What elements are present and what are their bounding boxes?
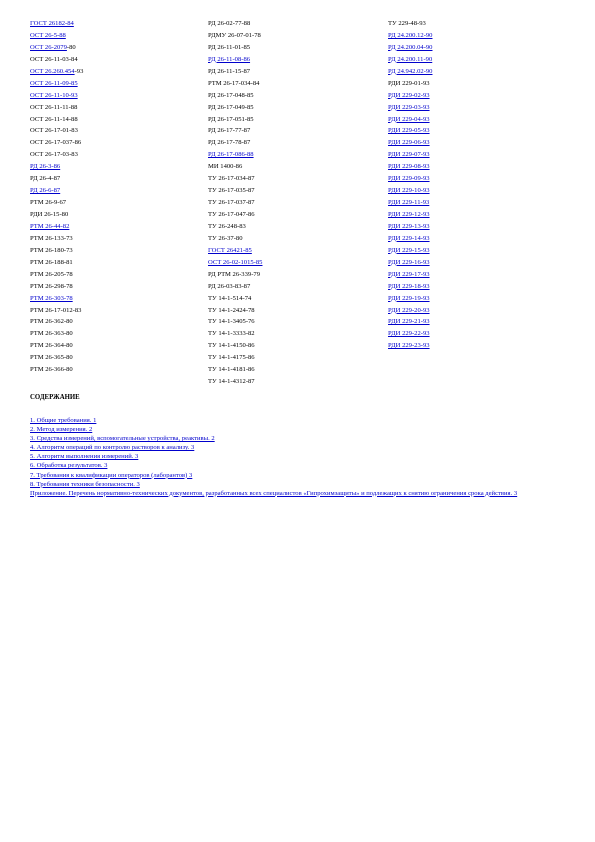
- doc-entry[interactable]: [388, 30, 558, 42]
- doc-text: РТМ 26-188-81: [30, 258, 73, 266]
- doc-entry: [208, 233, 383, 245]
- doc-text: МИ 1400-86: [208, 163, 243, 171]
- doc-entry[interactable]: [208, 257, 383, 269]
- doc-link[interactable]: РДИ 229-17-93: [388, 270, 430, 278]
- doc-entry[interactable]: [388, 316, 558, 328]
- toc-item[interactable]: [30, 480, 565, 489]
- doc-entry: [388, 18, 558, 30]
- doc-text: РТМ 26-205-78: [30, 270, 73, 278]
- doc-entry: [208, 18, 383, 30]
- doc-link[interactable]: РДИ 229-18-93: [388, 282, 430, 290]
- doc-entry: [30, 197, 200, 209]
- doc-link[interactable]: РДИ 229-12-93: [388, 211, 430, 218]
- doc-entry[interactable]: [208, 54, 383, 66]
- doc-entry[interactable]: [388, 42, 558, 54]
- doc-entry[interactable]: [388, 221, 558, 233]
- doc-link[interactable]: ОСТ 26-2079: [30, 43, 67, 51]
- doc-text: ОСТ 26-17-037-86: [30, 139, 82, 147]
- doc-entry: [208, 42, 383, 54]
- doc-link[interactable]: РД 26-6-87: [30, 187, 61, 195]
- table-of-contents: [30, 416, 565, 498]
- doc-entry: [30, 209, 200, 221]
- doc-text: РДМУ 26-07-01-78: [208, 31, 261, 39]
- doc-text: РД 26-17-78-87: [208, 139, 251, 147]
- doc-link[interactable]: РД 24.200.04-90: [388, 43, 433, 51]
- doc-text: ТУ 14-1-3405-76: [208, 318, 255, 326]
- doc-entry[interactable]: [388, 340, 558, 352]
- doc-entry: [208, 305, 383, 317]
- toc-item[interactable]: [30, 452, 565, 461]
- toc-item[interactable]: [30, 471, 565, 480]
- doc-link[interactable]: ОСТ 26.260.454: [30, 67, 75, 75]
- doc-entry[interactable]: [30, 90, 200, 102]
- doc-text: РТМ 26-298-78: [30, 282, 73, 290]
- toc-item[interactable]: [30, 461, 565, 470]
- toc-item[interactable]: [30, 416, 565, 425]
- toc-link[interactable]: 1. Общие требования. 1: [30, 417, 97, 424]
- doc-entry[interactable]: [388, 161, 558, 173]
- doc-text: ТУ 14-1-3333-82: [208, 330, 255, 338]
- doc-link[interactable]: РДИ 229-10-93: [388, 187, 430, 195]
- doc-text: ТУ 14-1-514-74: [208, 294, 252, 302]
- doc-entry: [208, 102, 383, 114]
- doc-link[interactable]: РД 26-11-08-86: [208, 55, 251, 63]
- doc-entry: [208, 352, 383, 364]
- doc-text: ТУ 14-1-4312-87: [208, 378, 255, 386]
- doc-entry: [30, 149, 200, 161]
- doc-entry: [30, 257, 200, 269]
- doc-text: РТМ 26-133-73: [30, 234, 73, 242]
- doc-entry: [30, 281, 200, 293]
- doc-text: РД 26-4-87: [30, 175, 61, 183]
- doc-list-column-2: [208, 18, 383, 388]
- doc-entry: [30, 233, 200, 245]
- doc-entry: [208, 125, 383, 137]
- doc-entry: [208, 90, 383, 102]
- toc-item[interactable]: [30, 489, 565, 498]
- toc-link[interactable]: 4. Алгоритм операций по контролю растворов к анализу. 3: [30, 444, 195, 452]
- doc-entry[interactable]: [208, 245, 383, 257]
- doc-entry[interactable]: [208, 149, 383, 161]
- doc-link[interactable]: РДИ 229-08-93: [388, 163, 430, 171]
- doc-entry[interactable]: [388, 54, 558, 66]
- doc-entry: [388, 78, 558, 90]
- doc-link[interactable]: ГОСТ 26421-85: [208, 246, 252, 254]
- toc-link[interactable]: 6. Обработка результатов. 3: [30, 462, 108, 470]
- doc-text: ОСТ 26-17-01-83: [30, 127, 78, 135]
- doc-list-column-3: [388, 18, 558, 352]
- doc-link[interactable]: РДИ 229-21-93: [388, 318, 430, 326]
- doc-link[interactable]: РДИ 229-04-93: [388, 115, 430, 123]
- doc-link[interactable]: РД 26-3-86: [30, 163, 61, 171]
- doc-text: РД 26-11-01-85: [208, 43, 251, 51]
- doc-entry: [30, 114, 200, 126]
- toc-heading: СОДЕРЖАНИЕ: [30, 394, 80, 401]
- doc-entry: [30, 352, 200, 364]
- doc-text: ТУ 14-1-4150-86: [208, 342, 255, 350]
- doc-text: РД 26-17-77-87: [208, 127, 251, 135]
- doc-entry: [30, 305, 200, 317]
- doc-text: РД РТМ 26-339-79: [208, 270, 260, 278]
- doc-entry[interactable]: [388, 328, 558, 340]
- doc-entry: [208, 293, 383, 305]
- doc-link[interactable]: РДИ 229-03-93: [388, 103, 430, 111]
- doc-entry[interactable]: [30, 66, 200, 78]
- toc-link[interactable]: 8. Требования техники безопасности. 3: [30, 480, 140, 488]
- doc-entry[interactable]: [388, 125, 558, 137]
- doc-text: ТУ 14-1-4181-86: [208, 366, 255, 374]
- toc-link[interactable]: Приложение. Перечень нормативно-технических документов, разработанных всех специалистов «Гипрохимзащиты» и подлежащих к снятию ограничения срока действия. 3: [30, 489, 518, 497]
- doc-entry[interactable]: [388, 209, 558, 221]
- doc-entry: [208, 78, 383, 90]
- doc-text: ТУ 14-1-4175-86: [208, 354, 255, 362]
- doc-link[interactable]: РДИ 229-22-93: [388, 330, 430, 338]
- toc-item[interactable]: [30, 443, 565, 452]
- doc-text: РД 26-03-83-87: [208, 282, 251, 290]
- doc-entry[interactable]: [388, 173, 558, 185]
- doc-entry: [30, 54, 200, 66]
- doc-suffix: -80: [66, 43, 76, 51]
- doc-text: РТМ 26-9-67: [30, 199, 67, 207]
- doc-entry: [208, 197, 383, 209]
- doc-entry: [30, 102, 200, 114]
- doc-entry[interactable]: [30, 161, 200, 173]
- doc-link[interactable]: РД 24.200.12-90: [388, 31, 433, 39]
- doc-link[interactable]: ГОСТ 26182-84: [30, 20, 74, 27]
- doc-link[interactable]: РД 24.942.02-90: [388, 67, 433, 75]
- doc-link[interactable]: ОСТ 26-11-10-93: [30, 91, 78, 99]
- doc-text: ТУ 26-37-80: [208, 234, 243, 242]
- doc-text: РД 26-17-048-85: [208, 91, 254, 99]
- doc-entry: [30, 137, 200, 149]
- doc-entry[interactable]: [30, 30, 200, 42]
- doc-entry: [208, 66, 383, 78]
- doc-entry[interactable]: [388, 305, 558, 317]
- toc-link[interactable]: 2. Метод измерения. 2: [30, 426, 93, 434]
- doc-entry: [30, 340, 200, 352]
- doc-entry: [208, 376, 383, 388]
- toc-item[interactable]: [30, 434, 565, 443]
- doc-text: РТМ 26-363-80: [30, 330, 73, 338]
- doc-link[interactable]: ОСТ 26-5-88: [30, 31, 66, 39]
- doc-link[interactable]: РД 24.200.11-90: [388, 55, 433, 63]
- doc-link[interactable]: ОСТ 26-02-1015-85: [208, 258, 263, 266]
- doc-text: ТУ 26-17-034-87: [208, 175, 255, 183]
- doc-entry[interactable]: [388, 293, 558, 305]
- doc-entry[interactable]: [388, 233, 558, 245]
- doc-entry[interactable]: [388, 114, 558, 126]
- doc-entry[interactable]: [30, 185, 200, 197]
- doc-text: РТМ 26-17-034-84: [208, 79, 260, 87]
- doc-link[interactable]: РДИ 229-16-93: [388, 258, 430, 266]
- doc-entry: [208, 137, 383, 149]
- doc-link[interactable]: РДИ 229-07-93: [388, 151, 430, 159]
- doc-text: РТМ 26-17-012-83: [30, 306, 82, 314]
- doc-entry: [208, 364, 383, 376]
- doc-link[interactable]: РДИ 229-14-93: [388, 234, 430, 242]
- doc-link[interactable]: РДИ 229-02-93: [388, 91, 430, 99]
- doc-entry[interactable]: [388, 197, 558, 209]
- doc-text: РД 26-17-049-85: [208, 103, 254, 111]
- doc-text: ТУ 26-17-047-86: [208, 211, 255, 218]
- doc-entry: [208, 281, 383, 293]
- doc-entry: [208, 30, 383, 42]
- doc-entry: [30, 269, 200, 281]
- doc-text: ОСТ 26-17-03-83: [30, 151, 78, 159]
- doc-entry[interactable]: [388, 269, 558, 281]
- doc-entry: [208, 114, 383, 126]
- doc-link[interactable]: РДИ 229-06-93: [388, 139, 430, 147]
- doc-entry[interactable]: [30, 42, 200, 54]
- doc-entry[interactable]: [388, 245, 558, 257]
- doc-text: ТУ 14-1-2424-78: [208, 306, 255, 314]
- doc-link[interactable]: РДИ 229-11-93: [388, 199, 430, 207]
- doc-text: ОСТ 26-11-14-88: [30, 115, 78, 123]
- doc-entry: [208, 221, 383, 233]
- doc-text: РД 26-11-15-87: [208, 67, 251, 75]
- doc-entry: [208, 328, 383, 340]
- doc-entry: [208, 209, 383, 221]
- doc-link[interactable]: ОСТ 26-11-09-85: [30, 79, 78, 87]
- doc-link[interactable]: РДИ 229-05-93: [388, 127, 430, 135]
- doc-entry[interactable]: [30, 293, 200, 305]
- doc-entry: [208, 316, 383, 328]
- doc-text: РТМ 26-180-73: [30, 246, 73, 254]
- doc-text: ОСТ 26-11-03-84: [30, 55, 78, 63]
- toc-link[interactable]: 5. Алгоритм выполнения измерений. 3: [30, 453, 139, 461]
- doc-entry: [30, 245, 200, 257]
- doc-entry: [208, 173, 383, 185]
- doc-link[interactable]: РД 26-17-086-88: [208, 151, 254, 159]
- doc-entry[interactable]: [30, 221, 200, 233]
- doc-text: РДИ 26-15-80: [30, 211, 69, 218]
- doc-text: РТМ 26-365-80: [30, 354, 73, 362]
- doc-entry[interactable]: [388, 257, 558, 269]
- doc-text: РДИ 229-01-93: [388, 79, 430, 87]
- toc-link[interactable]: 3. Средства измерений, вспомогательные устройства, реактивы. 2: [30, 435, 215, 443]
- doc-entry: [30, 173, 200, 185]
- doc-text: ОСТ 26-11-11-88: [30, 103, 78, 111]
- doc-text: РД 26-02-77-88: [208, 20, 251, 27]
- doc-link[interactable]: РДИ 229-09-93: [388, 175, 430, 183]
- doc-entry: [30, 316, 200, 328]
- doc-entry: [208, 161, 383, 173]
- doc-entry[interactable]: [388, 102, 558, 114]
- toc-link[interactable]: 7. Требования к квалификации операторов (лаборантов) 3: [30, 471, 193, 479]
- doc-entry: [208, 185, 383, 197]
- doc-link[interactable]: РТМ 26-44-82: [30, 222, 70, 230]
- doc-link[interactable]: РДИ 229-13-93: [388, 222, 430, 230]
- doc-suffix: -93: [74, 67, 84, 75]
- doc-entry[interactable]: [388, 149, 558, 161]
- doc-entry: [30, 328, 200, 340]
- doc-entry[interactable]: [388, 185, 558, 197]
- doc-entry: [208, 340, 383, 352]
- doc-text: ТУ 229-48-93: [388, 20, 426, 27]
- doc-link[interactable]: РДИ 229-23-93: [388, 342, 430, 350]
- doc-entry: [30, 364, 200, 376]
- doc-text: ТУ 26-248-83: [208, 222, 246, 230]
- doc-entry[interactable]: [388, 137, 558, 149]
- doc-link[interactable]: РДИ 229-15-93: [388, 246, 430, 254]
- doc-link[interactable]: РДИ 229-19-93: [388, 294, 430, 302]
- doc-text: РД 26-17-051-85: [208, 115, 254, 123]
- doc-text: РТМ 26-366-80: [30, 366, 73, 374]
- doc-text: ТУ 26-17-035-87: [208, 187, 255, 195]
- doc-link[interactable]: РТМ 26-303-78: [30, 294, 73, 302]
- doc-entry[interactable]: [388, 90, 558, 102]
- doc-entry[interactable]: [30, 78, 200, 90]
- doc-entry[interactable]: [388, 281, 558, 293]
- doc-entry: [30, 125, 200, 137]
- doc-link[interactable]: РДИ 229-20-93: [388, 306, 430, 314]
- doc-text: РТМ 26-362-80: [30, 318, 73, 326]
- toc-item[interactable]: [30, 425, 565, 434]
- doc-text: ТУ 26-17-037-87: [208, 199, 255, 207]
- doc-list-column-1: [30, 18, 200, 376]
- doc-entry[interactable]: [388, 66, 558, 78]
- doc-entry: [208, 269, 383, 281]
- doc-text: РТМ 26-364-80: [30, 342, 73, 350]
- doc-entry[interactable]: [30, 18, 200, 30]
